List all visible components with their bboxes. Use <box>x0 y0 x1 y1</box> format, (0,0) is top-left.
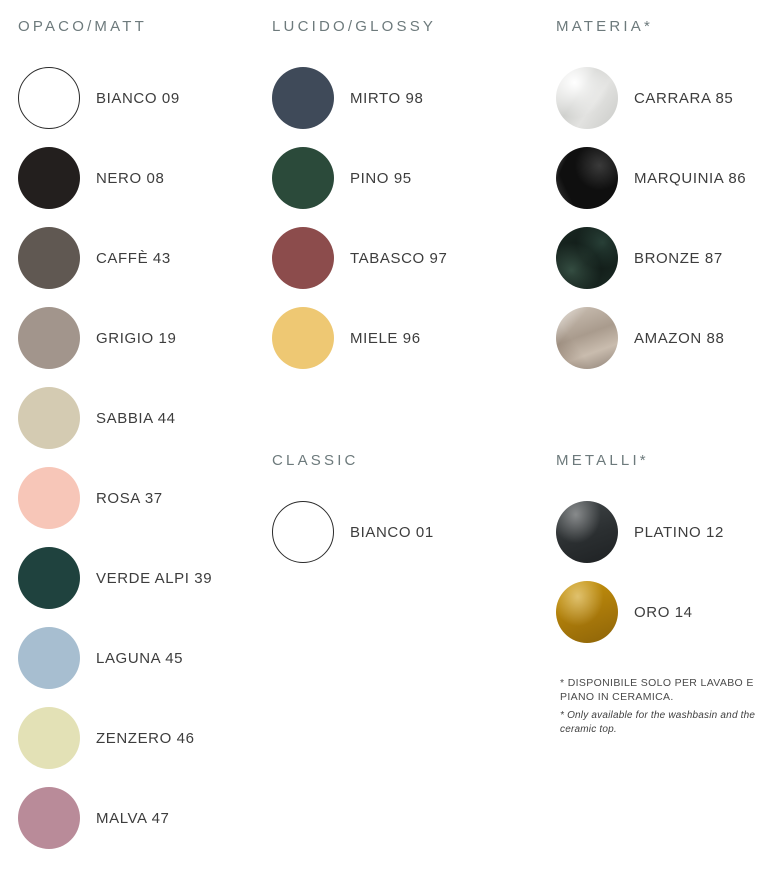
swatch-label: MIRTO 98 <box>350 89 424 107</box>
list-item[interactable] <box>18 138 212 218</box>
list-item[interactable] <box>272 298 447 378</box>
section-title-opaco-matt: OPACO/MATT <box>18 18 147 35</box>
list-item[interactable] <box>18 778 212 858</box>
swatch-circle-laguna-45 <box>18 627 80 689</box>
swatch-circle-rosa-37 <box>18 467 80 529</box>
swatch-circle-platino-12 <box>556 501 618 563</box>
swatch-label: TABASCO 97 <box>350 249 448 267</box>
list-item[interactable] <box>18 698 212 778</box>
swatch-label: NERO 08 <box>96 169 165 187</box>
swatch-circle-mirto-98 <box>272 67 334 129</box>
swatch-circle-bianco-09 <box>18 67 80 129</box>
swatch-label: CAFFÈ 43 <box>96 249 171 267</box>
swatch-circle-zenzero-46 <box>18 707 80 769</box>
swatch-circle-sabbia-44 <box>18 387 80 449</box>
section-title-classic: CLASSIC <box>272 452 359 469</box>
list-item[interactable] <box>556 572 724 652</box>
swatch-label: PLATINO 12 <box>634 523 724 541</box>
swatch-label: BRONZE 87 <box>634 249 723 267</box>
swatch-circle-miele-96 <box>272 307 334 369</box>
swatch-list-classic <box>272 492 434 572</box>
swatch-circle-tabasco-97 <box>272 227 334 289</box>
swatch-list-metalli <box>556 492 724 652</box>
section-title-metalli: METALLI* <box>556 452 649 469</box>
swatch-list-opaco-matt <box>18 58 212 858</box>
swatch-label: CARRARA 85 <box>634 89 734 107</box>
list-item[interactable] <box>556 492 724 572</box>
swatch-label: AMAZON 88 <box>634 329 725 347</box>
swatch-list-materia <box>556 58 746 378</box>
list-item[interactable] <box>18 458 212 538</box>
list-item[interactable] <box>272 58 447 138</box>
swatch-label: ORO 14 <box>634 603 693 621</box>
footnote-italian: * DISPONIBILE SOLO PER LAVABO E PIANO IN CERAMICA. <box>560 677 754 704</box>
list-item[interactable] <box>556 138 746 218</box>
swatch-circle-malva-47 <box>18 787 80 849</box>
list-item[interactable] <box>556 298 746 378</box>
swatch-circle-carrara-85 <box>556 67 618 129</box>
section-title-lucido-glossy: LUCIDO/GLOSSY <box>272 18 437 35</box>
swatch-circle-amazon-88 <box>556 307 618 369</box>
footnote <box>560 676 757 736</box>
swatch-label: ROSA 37 <box>96 489 163 507</box>
swatch-label: SABBIA 44 <box>96 409 176 427</box>
list-item[interactable] <box>272 492 434 572</box>
swatch-circle-bianco-01 <box>272 501 334 563</box>
swatch-list-lucido-glossy <box>272 58 447 378</box>
list-item[interactable] <box>18 58 212 138</box>
list-item[interactable] <box>556 218 746 298</box>
swatch-label: MIELE 96 <box>350 329 421 347</box>
swatch-label: PINO 95 <box>350 169 412 187</box>
swatch-circle-bronze-87 <box>556 227 618 289</box>
swatch-label: MALVA 47 <box>96 809 170 827</box>
swatch-circle-marquinia-86 <box>556 147 618 209</box>
swatch-label: ZENZERO 46 <box>96 729 195 747</box>
swatch-circle-nero-08 <box>18 147 80 209</box>
swatch-label: BIANCO 09 <box>96 89 180 107</box>
list-item[interactable] <box>272 218 447 298</box>
footnote-english: * Only available for the washbasin and the ceramic top. <box>560 710 756 735</box>
swatch-circle-verde-alpi-39 <box>18 547 80 609</box>
swatch-label: GRIGIO 19 <box>96 329 177 347</box>
swatch-circle-caffe-43 <box>18 227 80 289</box>
list-item[interactable] <box>272 138 447 218</box>
swatch-label: BIANCO 01 <box>350 523 434 541</box>
swatch-circle-pino-95 <box>272 147 334 209</box>
swatch-circle-grigio-19 <box>18 307 80 369</box>
swatch-label: MARQUINIA 86 <box>634 169 747 187</box>
list-item[interactable] <box>18 298 212 378</box>
list-item[interactable] <box>18 538 212 618</box>
swatch-label: LAGUNA 45 <box>96 649 184 667</box>
list-item[interactable] <box>18 618 212 698</box>
swatch-circle-oro-14 <box>556 581 618 643</box>
list-item[interactable] <box>556 58 746 138</box>
list-item[interactable] <box>18 218 212 298</box>
list-item[interactable] <box>18 378 212 458</box>
swatch-label: VERDE ALPI 39 <box>96 569 213 587</box>
section-title-materia: MATERIA* <box>556 18 653 35</box>
